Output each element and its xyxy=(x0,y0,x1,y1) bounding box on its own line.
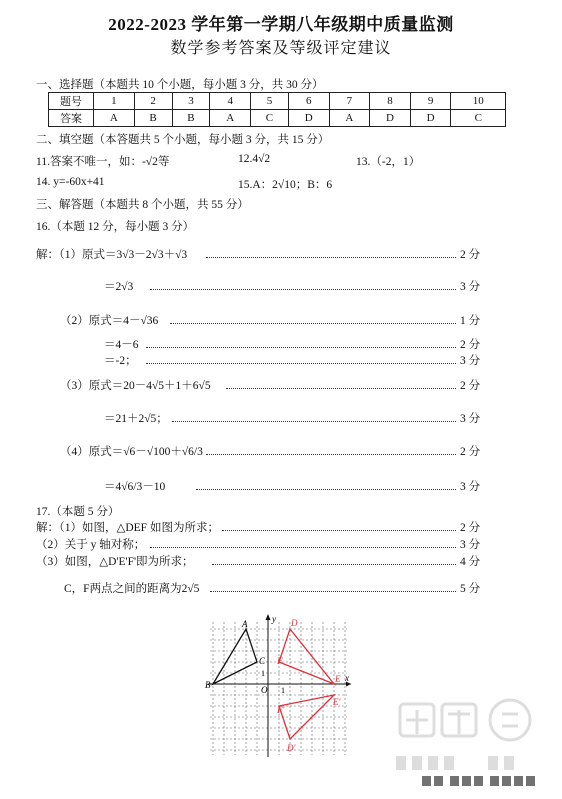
table-cell: 1 xyxy=(94,93,135,110)
dot-leader xyxy=(150,547,456,548)
step-score: 2 分 xyxy=(460,446,481,458)
q17-step: 解：（1）如图，△DEF 如图为所求； xyxy=(36,522,219,534)
table-cell: D xyxy=(410,110,451,127)
q16-step: （4）原式＝√6－√100＋√6/3 xyxy=(60,446,203,458)
point-label-f: F xyxy=(277,656,283,666)
table-cell: B xyxy=(172,110,210,127)
point-label-d: D xyxy=(291,618,298,628)
dot-leader xyxy=(146,347,456,348)
table-cell: C xyxy=(451,110,506,127)
dot-leader xyxy=(212,564,456,565)
q16-step: ＝2√3 xyxy=(104,281,134,293)
step-score: 3 分 xyxy=(460,539,481,551)
q16-step: （2）原式＝4－√36 xyxy=(60,315,159,327)
y-tick-label: 1 xyxy=(261,669,265,678)
table-cell: A xyxy=(210,110,251,127)
step-score: 5 分 xyxy=(460,583,481,595)
section1-heading: 一、选择题（本题共 10 个小题，每小题 3 分，共 30 分） xyxy=(36,79,324,91)
table-cell: D xyxy=(370,110,411,127)
section2-heading: 二、填空题（本答题共 5 个小题，每小题 3 分，共 15 分） xyxy=(36,134,330,146)
q16-heading: 16.（本题 12 分，每小题 3 分） xyxy=(36,221,195,233)
point-label-b: B xyxy=(205,680,211,690)
q16-step: ＝4－6 xyxy=(104,339,139,351)
origin-label: O xyxy=(261,685,268,695)
q16-step: ＝-2； xyxy=(104,355,137,367)
dot-leader xyxy=(196,489,456,490)
watermark-logo xyxy=(392,692,552,792)
table-cell: 10 xyxy=(451,93,506,110)
table-cell: 5 xyxy=(251,93,289,110)
q17-heading: 17.（本题 5 分） xyxy=(36,506,120,518)
dot-leader xyxy=(170,323,456,324)
y-axis-arrow xyxy=(266,614,271,620)
dot-leader xyxy=(222,530,456,531)
section3-heading: 三、解答题（本题共 8 个小题，共 55 分） xyxy=(36,199,249,211)
page-title: 2022-2023 学年第一学期八年级期中质量监测 xyxy=(108,15,454,34)
row-label: 答案 xyxy=(49,110,94,127)
step-score: 4 分 xyxy=(460,556,481,568)
answer-q13: 13.（-2，1） xyxy=(356,156,421,168)
step-score: 2 分 xyxy=(460,249,481,261)
x-tick-label: 1 xyxy=(281,686,285,695)
grid-lines xyxy=(210,622,347,755)
table-cell: 6 xyxy=(288,93,329,110)
table-cell: A xyxy=(329,110,370,127)
triangle-def xyxy=(279,629,334,684)
step-score: 3 分 xyxy=(460,281,481,293)
table-cell: 2 xyxy=(134,93,172,110)
page-subtitle: 数学参考答案及等级评定建议 xyxy=(170,40,392,57)
point-label-f-prime: F' xyxy=(277,705,285,715)
table-row xyxy=(49,110,506,127)
point-label-e: E xyxy=(335,674,341,684)
table-row xyxy=(49,93,506,110)
table-cell: 8 xyxy=(370,93,411,110)
dot-leader xyxy=(226,388,456,389)
step-score: 3 分 xyxy=(460,481,481,493)
table-cell: B xyxy=(134,110,172,127)
table-cell: 7 xyxy=(329,93,370,110)
answer-q14: 14. y=-60x+41 xyxy=(36,176,105,188)
q17-step: C，F两点之间的距离为2√5 xyxy=(64,583,200,595)
q16-step: （3）原式＝20－4√5＋1＋6√5 xyxy=(60,380,211,392)
table-cell: A xyxy=(94,110,135,127)
table-cell: D xyxy=(288,110,329,127)
dot-leader xyxy=(146,363,456,364)
q17-step: （2）关于 y 轴对称； xyxy=(36,539,146,551)
dot-leader xyxy=(206,257,456,258)
table-cell: 3 xyxy=(172,93,210,110)
step-score: 2 分 xyxy=(460,522,481,534)
point-label-a: A xyxy=(242,619,248,629)
step-score: 3 分 xyxy=(460,413,481,425)
step-score: 2 分 xyxy=(460,339,481,351)
step-score: 2 分 xyxy=(460,380,481,392)
table-cell: 4 xyxy=(210,93,251,110)
dot-leader xyxy=(172,421,456,422)
dot-leader xyxy=(206,454,456,455)
y-axis-label: y xyxy=(272,614,276,624)
dot-leader xyxy=(210,591,456,592)
point-label-d-prime: D' xyxy=(287,743,296,753)
q16-step: ＝4√6/3－10 xyxy=(104,481,166,493)
answer-q15: 15.A：2√10；B：6 xyxy=(238,179,333,191)
point-label-e-prime: E' xyxy=(333,697,341,707)
point-label-c: C xyxy=(259,656,266,666)
q16-step: ＝21＋2√5； xyxy=(104,413,168,425)
coordinate-graph xyxy=(205,610,355,760)
answer-q11: 11.答案不唯一，如：-√2等 xyxy=(36,156,170,168)
dot-leader xyxy=(150,289,456,290)
table-cell: 9 xyxy=(410,93,451,110)
step-score: 1 分 xyxy=(460,315,481,327)
step-score: 3 分 xyxy=(460,355,481,367)
table-cell: C xyxy=(251,110,289,127)
row-label: 题号 xyxy=(49,93,94,110)
answer-q12: 12.4√2 xyxy=(238,153,271,165)
x-axis-label: x xyxy=(345,673,349,683)
q16-step: 解：（1）原式＝3√3－2√3＋√3 xyxy=(36,249,188,261)
answer-table xyxy=(48,92,506,127)
q17-step: （3）如图，△D'E'F'即为所求； xyxy=(36,556,194,568)
